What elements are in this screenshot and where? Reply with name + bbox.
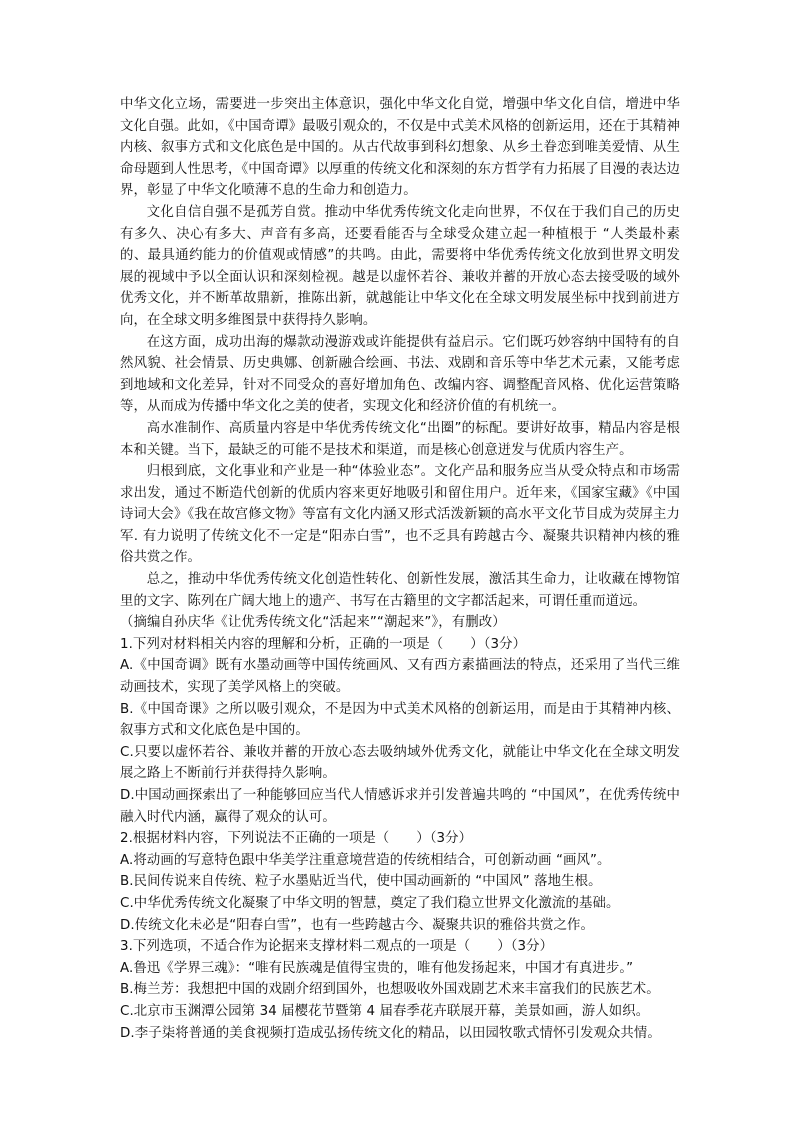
option-d: D.传统文化未必是“阳春白雪”，也有一些跨越古今、凝聚共识的雅俗共赏之作。 [120,917,595,933]
source-citation: （摘编自孙庆华《让优秀传统文化“活起来”“潮起来”》，有删改） [120,615,506,631]
question-3 [120,936,680,1044]
document-page [120,94,680,1044]
question-stem: 3.下列选项，不适合作为论据来支撑材料二观点的一项是（ ）（3分） [120,939,554,955]
paragraph-2: 文化自信自强不是孤芳自赏。推动中华优秀传统文化走向世界，不仅在于我们自己的历史有多久、决心有多大、声音有多高，还要看能否与全球受众建立起一种植根于 “人类最朴素的、最具通约能力的价值观或情感”的共鸣。由此，需要将中华优秀传统文化放到世界文明发展的视域中予以全面认识和深刻检视。越是以虚怀若谷、兼收并蓄的开放心态去接受吸的域外优秀文化，并不断革故鼎新，推陈出新，就越能让中华文化在全球文明发展坐标中找到前进方向，在全球文明多维图景中获得持久影响。 [120,204,680,328]
paragraph-6: 总之，推动中华优秀传统文化创造性转化、创新性发展，激活其生命力，让收藏在博物馆里的文字、陈列在广阔大地上的遗产、书写在古籍里的文字都活起来，可谓任重而道远。 [120,572,680,609]
paragraph-3: 在这方面，成功出海的爆款动漫游戏或许能提供有益启示。它们既巧妙容纳中国特有的自然风貌、社会情景、历史典娜、创新融合绘画、书法、戏剧和音乐等中华艺术元素，又能考虑到地域和文化差异，针对不同受众的喜好增加角色、改编内容、调整配音风格、优化运营策略等，从而成为传播中华文化之美的使者，实现文化和经济价值的有机统一。 [120,334,680,415]
question-1 [120,634,680,828]
option-d: D.李子柒将普通的美食视频打造成弘扬传统文化的精品，以田园牧歌式情怀引发观众共情。 [120,1025,661,1041]
option-c: C.中华优秀传统文化凝聚了中华文明的智慧，奠定了我们稳立世界文化激流的基础。 [120,895,620,911]
paragraph-5: 归根到底，文化事业和产业是一种“体验业态”。文化产品和服务应当从受众特点和市场需求出发，通过不断造代创新的优质内容来更好地吸引和留住用户。近年来，《国家宝藏》《中国诗词大会》《我在故宫修文物》等富有文化内涵又形式活泼新颖的高水平文化节目成为荧屏主力军. 有力说明了传统文化不一定是“阳赤白雪”，也不乏具有跨越古今、凝聚共识精神内核的雅俗共赏之作。 [120,464,680,566]
option-d: D.中国动画探索出了一种能够回应当代人情感诉求并引发普遍共鸣的 “中国风”，在优秀传统中融入时代内涵，赢得了观众的认可。 [120,788,680,825]
option-b: B.梅兰芳：我想把中国的戏剧介绍到国外，也想吸收外国戏剧艺术来丰富我们的民族艺术。 [120,982,660,998]
question-stem: 2.根据材料内容，下列说法不正确的一项是（ ）（3分） [120,831,473,847]
option-c: C.北京市玉渊潭公园第 34 届樱花节暨第 4 届春季花卉联展开幕，美景如画，游人如织。 [120,1003,650,1019]
question-2 [120,828,680,936]
option-a: A.《中国奇调》既有水墨动画等中国传统画风、又有西方素描画法的特点，还采用了当代三维动画技术，实现了美学风格上的突破。 [120,658,680,696]
option-b: B.《中国奇课》之所以吸引观众，不是因为中式美术风格的创新运用，而是由于其精神内核、叙事方式和文化底色是中国的。 [120,701,680,739]
option-a: A.鲁迅《学界三魂》：“唯有民族魂是值得宝贵的，唯有他发扬起来，中国才有真进步。” [120,960,634,976]
option-b: B.民间传说来自传统、粒子水墨贴近当代，使中国动画新的 “中国风” 落地生根。 [120,874,602,890]
option-c: C.只要以虚怀若谷、兼收并蓄的开放心态去吸纳域外优秀文化，就能让中华文化在全球文明发展之路上不断前行并获得持久影响。 [120,744,680,782]
paragraph-4: 高水准制作、高质量内容是中华优秀传统文化“出圈”的标配。要讲好故事，精品内容是根本和关键。当下，最缺乏的可能不是技术和渠道，而是核心创意迸发与优质内容生产。 [120,420,680,458]
paragraph-1: 中华文化立场，需要进一步突出主体意识，强化中华文化自觉，增强中华文化自信，增进中华文化自强。此如，《中国奇谭》最吸引观众的，不仅是中式美术风格的创新运用，还在于其精神内核、叙事方式和文化底色是中国的。从古代故事到科幻想象、从乡土眷恋到唯美爱情、从生命母题到人性思考，《中国奇谭》以厚重的传统文化和深刻的东方哲学有力拓展了目漫的表达边界，彰显了中华文化喷薄不息的生命力和创造力。 [120,97,680,199]
question-stem: 1.下列对材料相关内容的理解和分析，正确的一项是（ ）（3分） [120,636,527,652]
option-a: A.将动画的写意特色跟中华美学注重意境营造的传统相结合，可创新动画 “画风”。 [120,852,611,868]
